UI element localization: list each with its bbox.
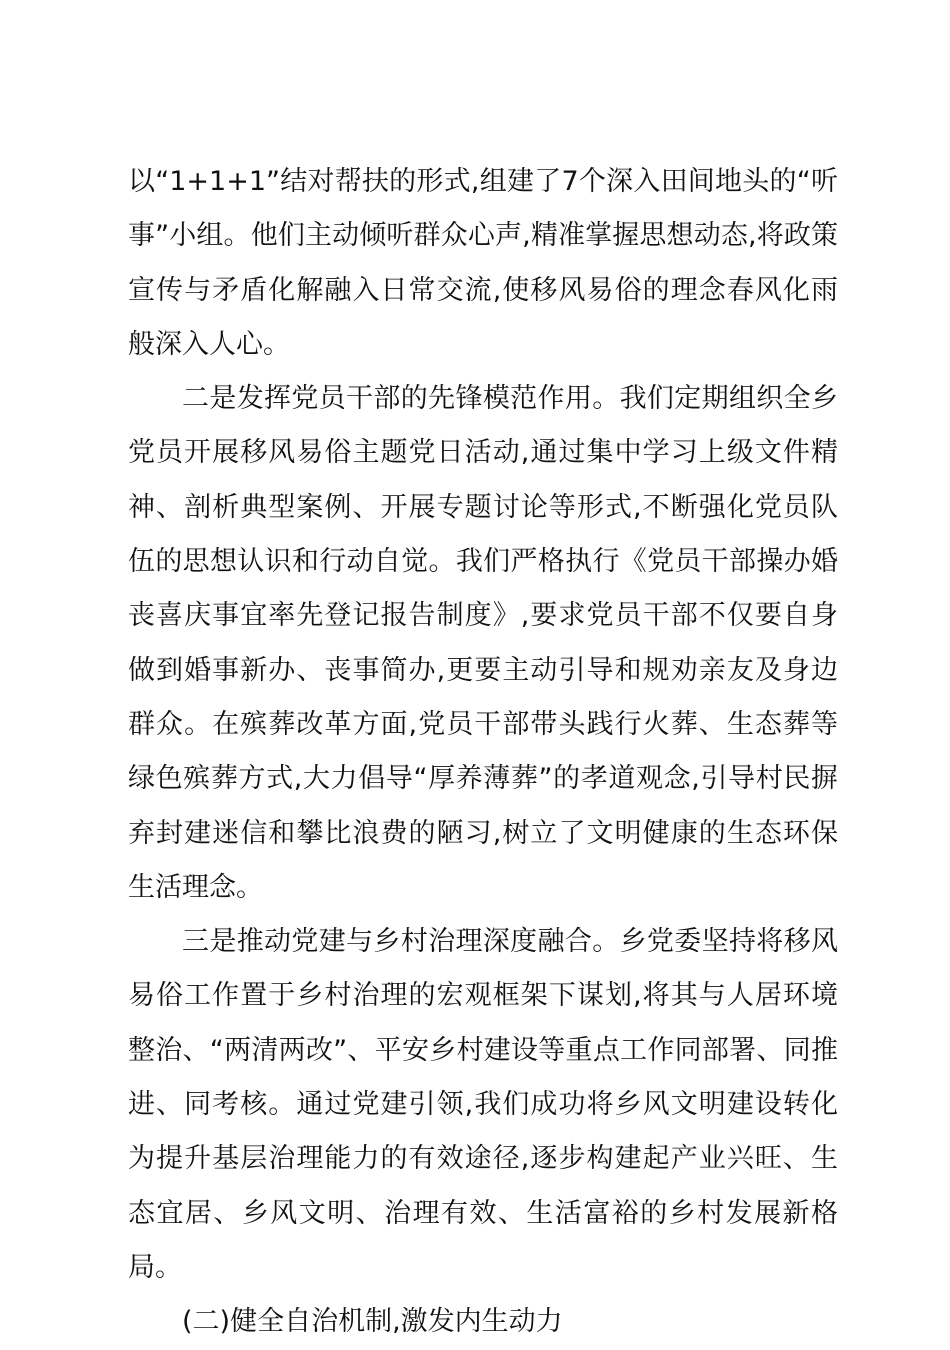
paragraph-continuation: 以“1+1+1”结对帮扶的形式,组建了7个深入田间地头的“听事”小组。他们主动倾听群众心声,精准掌握思想动态,将政策宣传与矛盾化解融入日常交流,使移风易俗的理念春风化雨般深入人心。 xyxy=(128,166,838,360)
paragraph-party-building-governance: 三是推动党建与乡村治理深度融合。乡党委坚持将移风易俗工作置于乡村治理的宏观框架下谋划,将其与人居环境整治、“两清两改”、平安乡村建设等重点工作同部署、同推进、同考核。通过党建引领,我们成功将乡风文明建设转化为提升基层治理能力的有效途径,逐步构建起产业兴旺、生态宜居、乡风文明、治理有效、生活富裕的乡村发展新格局。 xyxy=(128,926,838,1283)
document-body xyxy=(128,155,838,1350)
section-heading-autonomy: (二)健全自治机制,激发内生动力 xyxy=(182,1306,563,1338)
paragraph-party-members-role: 二是发挥党员干部的先锋模范作用。我们定期组织全乡党员开展移风易俗主题党日活动,通过集中学习上级文件精神、剖析典型案例、开展专题讨论等形式,不断强化党员队伍的思想认识和行动自觉。我们严格执行《党员干部操办婚丧喜庆事宜率先登记报告制度》,要求党员干部不仅要自身做到婚事新办、丧事简办,更要主动引导和规劝亲友及身边群众。在殡葬改革方面,党员干部带头践行火葬、生态葬等绿色殡葬方式,大力倡导“厚养薄葬”的孝道观念,引导村民摒弃封建迷信和攀比浪费的陋习,树立了文明健康的生态环保生活理念。 xyxy=(128,383,838,903)
